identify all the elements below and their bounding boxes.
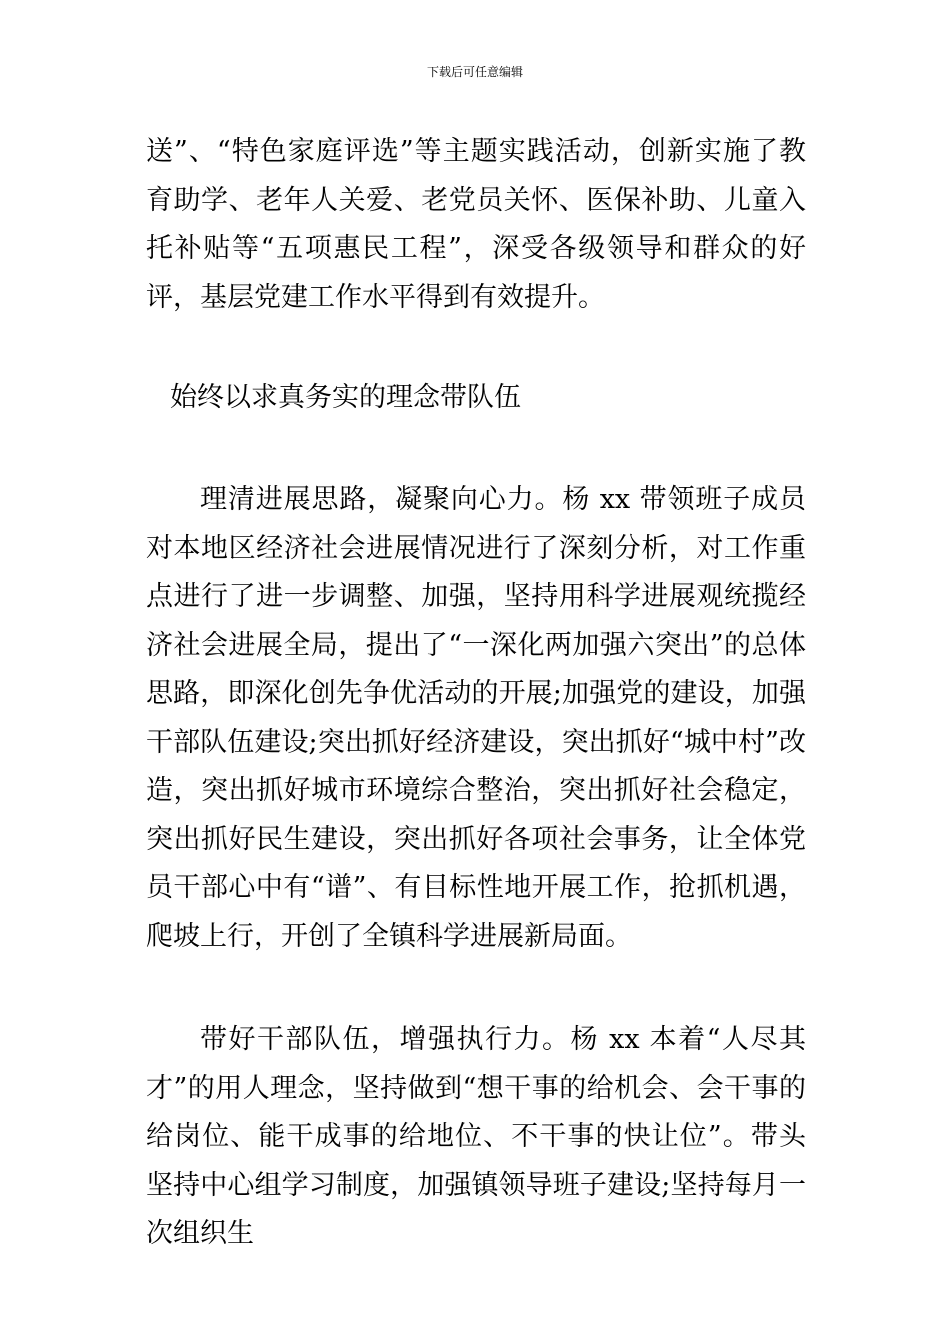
body-paragraph-1: 送”、“特色家庭评选”等主题实践活动，创新实施了教育助学、老年人关爱、老党员关怀、医保补助、儿童入托补贴等“五项惠民工程”，深受各级领导和群众的好评，基层党建工作水平得到有效提升。 (146, 136, 806, 313)
page-header: 下载后可任意编辑 (426, 65, 523, 79)
section-heading: 始终以求真务实的理念带队伍 (170, 382, 521, 413)
body-paragraph-2: 理清进展思路，凝聚向心力。杨 xx 带领班子成员对本地区经济社会进展情况进行了深刻分析，对工作重点进行了进一步调整、加强，坚持用科学进展观统揽经济社会进展全局，提出了“一深化两加强六突出”的总体思路，即深化创先争优活动的开展;加强党的建设，加强干部队伍建设;突出抓好经济建设，突出抓好“城中村”改造，突出抓好城市环境综合整治，突出抓好社会稳定，突出抓好民生建设，突出抓好各项社会事务，让全体党员干部心中有“谱”、有目标性地开展工作，抢抓机遇，爬坡上行，开创了全镇科学进展新局面。 (146, 484, 806, 952)
body-paragraph-3: 带好干部队伍，增强执行力。杨 xx 本着“人尽其才”的用人理念，坚持做到“想干事的给机会、会干事的给岗位、能干成事的给地位、不干事的快让位”。带头坚持中心组学习制度，加强镇领导班子建设;坚持每月一次组织生 (146, 1024, 806, 1249)
